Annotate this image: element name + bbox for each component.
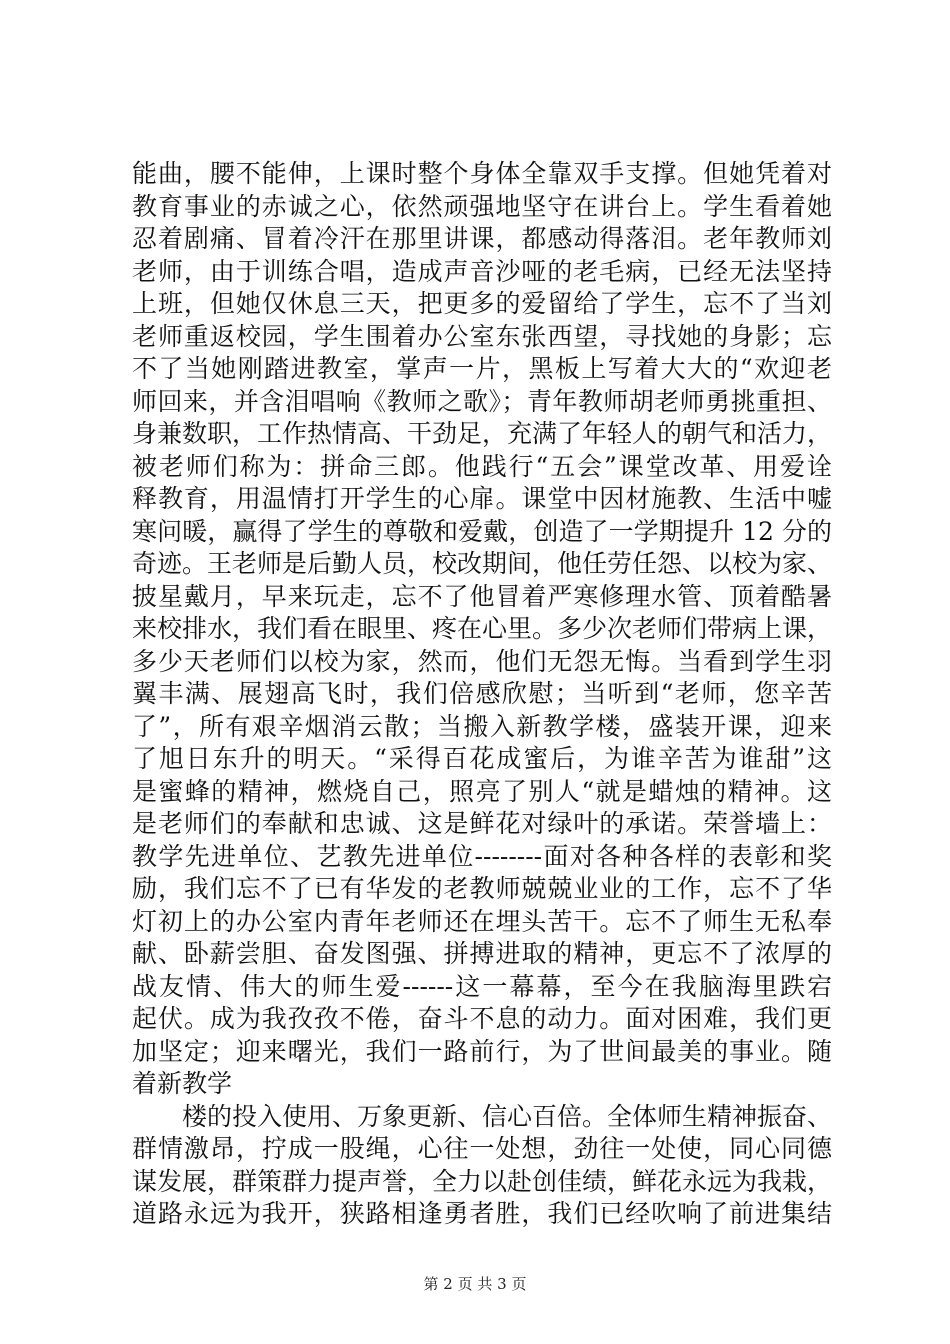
text-line: 奇迹。王老师是后勤人员，校改期间，他任劳任怨、以校为家、 (132, 549, 832, 578)
text-line: 寒问暖，赢得了学生的尊敬和爱戴，创造了一学期提升 12 分的 (132, 516, 832, 546)
text-line: 道路永远为我开，狭路相逢勇者胜，我们已经吹响了前进集结 (132, 1199, 832, 1228)
text-line: 身兼数职，工作热情高、干劲足，充满了年轻人的朝气和活力， (132, 419, 832, 448)
text-line: 披星戴月，早来玩走，忘不了他冒着严寒修理水管、顶着酷暑 (132, 581, 832, 611)
text-line: 多少天老师们以校为家，然而，他们无怨无悔。当看到学生羽 (132, 646, 832, 676)
text-line: 着新教学 (132, 1069, 233, 1098)
text-line: 老师，由于训练合唱，造成声音沙哑的老毛病，已经无法坚持 (132, 256, 832, 286)
body-text (132, 158, 832, 1231)
text-line: 励，我们忘不了已有华发的老教师兢兢业业的工作，忘不了华 (132, 874, 832, 903)
text-line: 释教育，用温情打开学生的心扉。课堂中因材施教、生活中嘘 (132, 484, 832, 513)
text-line: 群情激昂，拧成一股绳，心往一处想，劲往一处使，同心同德 (132, 1134, 832, 1163)
text-line: 被老师们称为：拼命三郎。他践行“五会”课堂改革、用爱诠 (132, 451, 832, 481)
text-line: 战友情、伟大的师生爱------这一幕幕，至今在我脑海里跌宕 (132, 971, 832, 1001)
text-line: 谋发展，群策群力提声誉，全力以赴创佳绩，鲜花永远为我栽， (132, 1166, 832, 1196)
text-line: 不了当她刚踏进教室，掌声一片，黑板上写着大大的“欢迎老 (132, 354, 832, 383)
text-line: 能曲，腰不能伸，上课时整个身体全靠双手支撑。但她凭着对 (132, 159, 832, 188)
text-line: 上班，但她仅休息三天，把更多的爱留给了学生，忘不了当刘 (132, 289, 832, 318)
text-line: 了”，所有艰辛烟消云散；当搬入新教学楼，盛装开课，迎来 (132, 711, 832, 741)
text-line: 翼丰满、展翅高飞时，我们倍感欣慰；当听到“老师，您辛苦 (132, 679, 832, 708)
text-line: 教育事业的赤诚之心，依然顽强地坚守在讲台上。学生看着她 (132, 191, 832, 221)
text-line: 教学先进单位、艺教先进单位--------面对各种各样的表彰和奖 (132, 841, 832, 871)
text-line: 起伏。成为我孜孜不倦，奋斗不息的动力。面对困难，我们更 (132, 1004, 832, 1033)
text-line: 是老师们的奉献和忠诚、这是鲜花对绿叶的承诺。荣誉墙上： (132, 809, 832, 838)
text-line: 灯初上的办公室内青年老师还在埋头苦干。忘不了师生无私奉 (132, 906, 832, 936)
text-line: 老师重返校园，学生围着办公室东张西望，寻找她的身影；忘 (132, 321, 832, 351)
paragraph-first-line: 楼的投入使用、万象更新、信心百倍。全体师生精神振奋、 (182, 1101, 832, 1131)
text-line: 师回来，并含泪唱响《教师之歌》；青年教师胡老师勇挑重担、 (132, 386, 832, 416)
text-line: 是蜜蜂的精神，燃烧自己，照亮了别人“就是蜡烛的精神。这 (132, 776, 832, 806)
text-line: 献、卧薪尝胆、奋发图强、拼搏进取的精神，更忘不了浓厚的 (132, 939, 832, 968)
text-line: 加坚定；迎来曙光，我们一路前行，为了世间最美的事业。随 (132, 1036, 832, 1066)
text-line: 了旭日东升的明天。“采得百花成蜜后，为谁辛苦为谁甜”这 (132, 744, 832, 773)
text-line: 忍着剧痛、冒着冷汗在那里讲课，都感动得落泪。老年教师刘 (132, 224, 832, 253)
text-line: 来校排水，我们看在眼里、疼在心里。多少次老师们带病上课， (132, 614, 832, 643)
page-number-footer: 第 2 页 共 3 页 (423, 1275, 527, 1293)
